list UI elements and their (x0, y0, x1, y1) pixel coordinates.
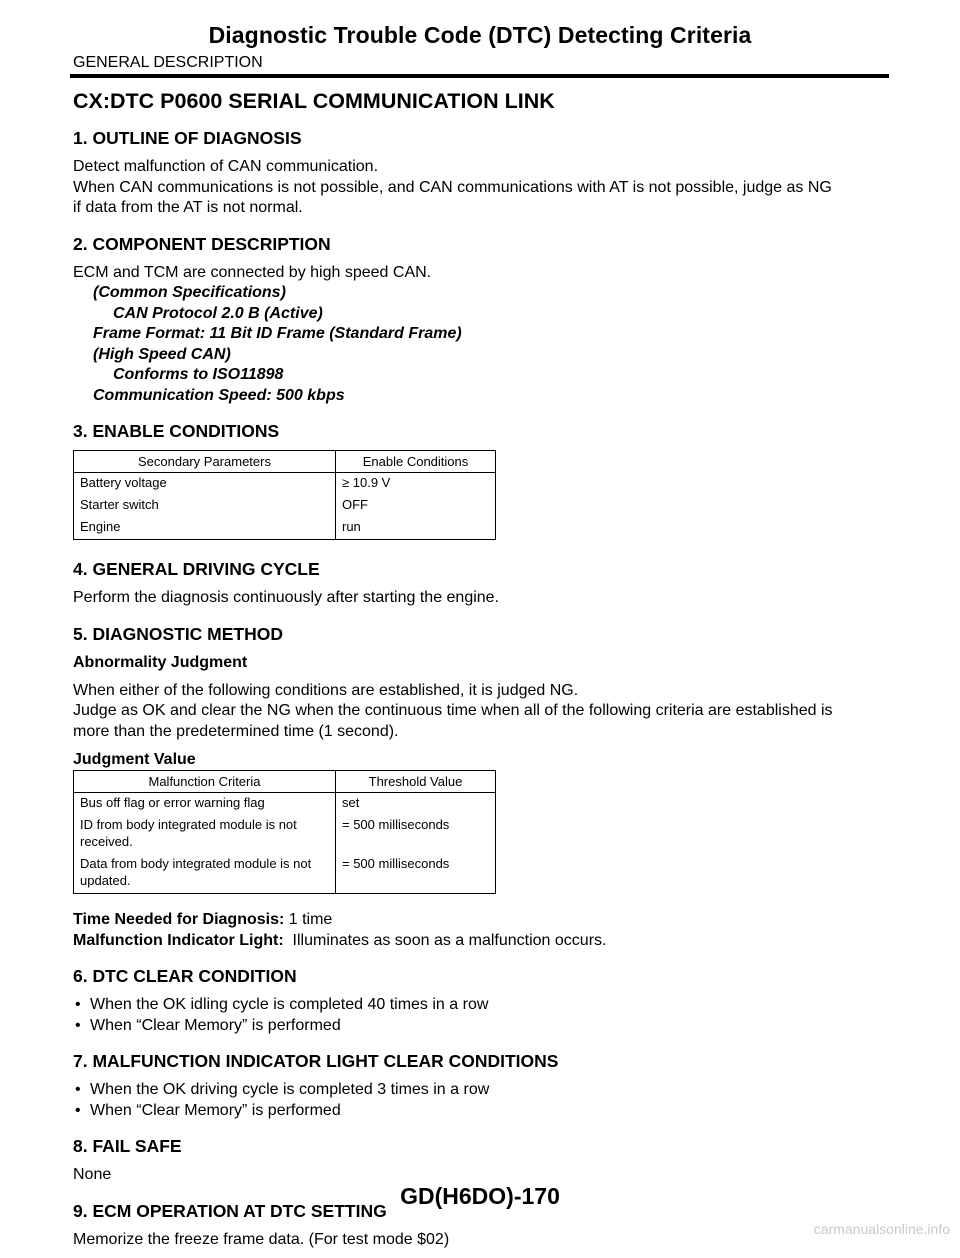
dtc-clear-list (73, 995, 893, 1036)
table-cell: Data from body integrated module is not updated. (74, 852, 336, 894)
document-body (73, 88, 893, 1258)
time-needed-line (73, 910, 893, 931)
diagnosis-summary (73, 910, 893, 951)
table-row (74, 473, 496, 494)
column-header: Malfunction Criteria (74, 771, 336, 793)
table-cell: ID from body integrated module is not received. (74, 813, 336, 852)
spec-line: Conforms to ISO11898 (113, 366, 284, 383)
time-needed-value: 1 time (284, 911, 333, 928)
driving-cycle-text: Perform the diagnosis continuously after starting the engine. (73, 589, 500, 606)
table-cell: set (336, 793, 496, 814)
column-header: Enable Conditions (336, 451, 496, 473)
section-heading-diagnostic-method: 5. DIAGNOSTIC METHOD (73, 623, 284, 644)
bullet: • (75, 1101, 81, 1119)
can-specifications (93, 283, 893, 406)
header-divider (70, 74, 889, 78)
list-item (73, 1080, 893, 1101)
outline-text (73, 157, 893, 219)
spec-line: (High Speed CAN) (93, 345, 231, 363)
column-header: Threshold Value (336, 771, 496, 793)
bullet: • (75, 996, 81, 1013)
section-heading-outline: 1. OUTLINE OF DIAGNOSIS (73, 128, 302, 148)
table-cell: = 500 milliseconds (336, 813, 496, 852)
list-item-text: When the OK idling cycle is completed 40 times in a row (90, 996, 489, 1013)
section-heading-mil-clear: 7. MALFUNCTION INDICATOR LIGHT CLEAR CONDITIONS (73, 1051, 559, 1071)
table-cell: Starter switch (74, 493, 336, 515)
time-needed-label: Time Needed for Diagnosis: (73, 911, 285, 928)
fail-safe-text: None (73, 1166, 112, 1183)
table-header-row (74, 771, 496, 793)
table-row (74, 852, 496, 894)
table-row (74, 493, 496, 515)
table-cell: Battery voltage (74, 473, 336, 494)
section-heading-fail-safe: 8. FAIL SAFE (73, 1136, 182, 1156)
section-heading-component: 2. COMPONENT DESCRIPTION (73, 233, 331, 254)
table-row (74, 813, 496, 852)
section-heading-enable: 3. ENABLE CONDITIONS (73, 421, 280, 441)
document-title: CX:DTC P0600 SERIAL COMMUNICATION LINK (73, 89, 555, 113)
table-cell: = 500 milliseconds (336, 852, 496, 894)
mil-clear-list (73, 1080, 893, 1121)
judgment-value-table (73, 770, 496, 894)
text-line: more than the predetermined time (1 second). (73, 722, 399, 740)
table-cell: Engine (74, 515, 336, 540)
section-heading-ecm-operation: 9. ECM OPERATION AT DTC SETTING (73, 1200, 387, 1221)
list-item (73, 1016, 893, 1037)
text-line: When CAN communications is not possible, and CAN communications with AT is not possible, judge as NG (73, 178, 832, 196)
list-item (73, 995, 893, 1016)
text-line: Detect malfunction of CAN communication. (73, 158, 379, 175)
spec-line: (Common Specifications) (93, 284, 286, 301)
spec-line: Frame Format: 11 Bit ID Frame (Standard Frame) (93, 325, 462, 342)
text-line: if data from the AT is not normal. (73, 199, 303, 216)
enable-conditions-table (73, 450, 496, 540)
table-cell: run (336, 515, 496, 540)
mil-value: Illuminates as soon as a malfunction occurs. (283, 931, 607, 949)
table-row (74, 793, 496, 814)
list-item-text: When the OK driving cycle is completed 3 times in a row (90, 1081, 490, 1098)
mil-label: Malfunction Indicator Light: (73, 931, 284, 949)
section-heading-driving-cycle: 4. GENERAL DRIVING CYCLE (73, 559, 320, 579)
judgment-value-label: Judgment Value (73, 751, 196, 768)
table-row (74, 515, 496, 540)
table-cell: ≥ 10.9 V (336, 473, 496, 494)
text-line: When either of the following conditions are established, it is judged NG. (73, 681, 579, 699)
mil-line (73, 931, 893, 952)
diagnostic-method-text (73, 681, 893, 743)
table-cell: OFF (336, 493, 496, 515)
page-header-subtitle: GENERAL DESCRIPTION (73, 54, 263, 71)
bullet: • (75, 1016, 81, 1034)
table-header-row (74, 451, 496, 473)
bullet: • (75, 1081, 81, 1098)
list-item-text: When “Clear Memory” is performed (90, 1101, 341, 1119)
abnormality-judgment-heading: Abnormality Judgment (73, 653, 248, 671)
ecm-operation-text: Memorize the freeze frame data. (For test mode $02) (73, 1230, 450, 1248)
table-cell: Bus off flag or error warning flag (74, 793, 336, 814)
page-header-title: Diagnostic Trouble Code (DTC) Detecting Criteria (208, 22, 752, 48)
column-header: Secondary Parameters (74, 451, 336, 473)
component-text: ECM and TCM are connected by high speed CAN. (73, 263, 432, 281)
text-line: Judge as OK and clear the NG when the continuous time when all of the following criteria are established is (73, 702, 833, 719)
spec-line: Communication Speed: 500 kbps (93, 386, 345, 404)
page-number: GD(H6DO)-170 (400, 1183, 560, 1209)
list-item (73, 1101, 893, 1122)
list-item-text: When “Clear Memory” is performed (90, 1016, 341, 1034)
section-heading-dtc-clear: 6. DTC CLEAR CONDITION (73, 966, 297, 986)
spec-line: CAN Protocol 2.0 B (Active) (113, 304, 323, 322)
watermark: carmanualsonline.info (813, 1221, 950, 1237)
